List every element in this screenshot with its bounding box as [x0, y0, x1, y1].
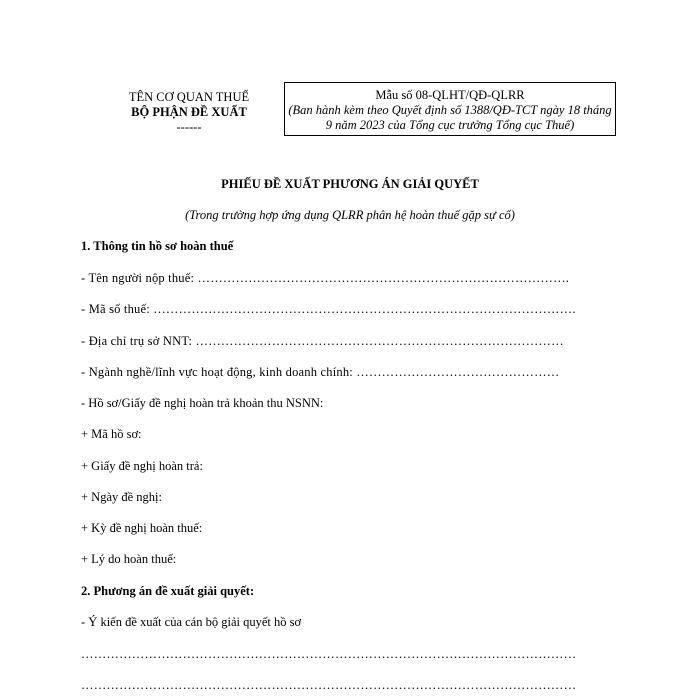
tax-code-field: - Mã số thuế: ………………………………………………………………………………………. — [81, 302, 576, 316]
section-2-heading: 2. Phương án đề xuất giải quyết: — [81, 584, 255, 598]
dossier-code-field: + Mã hồ sơ: — [81, 427, 142, 441]
document-title: PHIẾU ĐỀ XUẤT PHƯƠNG ÁN GIẢI QUYẾT — [221, 177, 479, 191]
refund-reason-field: + Lý do hoàn thuế: — [81, 552, 177, 566]
document-subtitle: (Trong trường hợp ứng dụng QLRR phân hệ hoàn thuế gặp sự cố) — [185, 208, 515, 222]
agency-name: TÊN CƠ QUAN THUẾ — [128, 90, 250, 104]
officer-opinion-label: - Ý kiến đề xuất của cán bộ giải quyết hồ sơ — [81, 615, 302, 629]
opinion-dotted-line-2: ……………………………………………………………………………………………………… — [81, 678, 577, 692]
issuing-agency-block — [104, 90, 274, 135]
header-separator: ------ — [176, 120, 202, 134]
issuance-note-line-2: 9 năm 2023 của Tổng cục trưởng Tổng cục Thuế) — [325, 118, 575, 132]
address-field: - Địa chỉ trụ sở NNT: …………………………………………………………………………… — [81, 334, 564, 348]
department-name: BỘ PHẬN ĐỀ XUẤT — [131, 105, 247, 119]
form-number-box — [284, 82, 616, 136]
issuance-note-line-1: (Ban hành kèm theo Quyết định số 1388/QĐ-TCT ngày 18 tháng — [288, 103, 612, 117]
dossier-label: - Hồ sơ/Giấy đề nghị hoàn trả khoản thu NSNN: — [81, 396, 324, 410]
request-date-field: + Ngày đề nghị: — [81, 490, 162, 504]
form-number: Mẫu số 08-QLHT/QĐ-QLRR — [375, 88, 525, 102]
business-field: - Ngành nghề/lĩnh vực hoạt động, kinh doanh chính: ………………………………………… — [81, 365, 560, 379]
refund-period-field: + Kỳ đề nghị hoàn thuế: — [81, 521, 203, 535]
taxpayer-name-field: - Tên người nộp thuế: ……………………………………………………………………………. — [81, 271, 570, 285]
opinion-dotted-line-1: ……………………………………………………………………………………………………… — [81, 647, 577, 661]
section-1-heading: 1. Thông tin hồ sơ hoàn thuế — [81, 239, 234, 253]
refund-request-field: + Giấy đề nghị hoàn trả: — [81, 459, 203, 473]
